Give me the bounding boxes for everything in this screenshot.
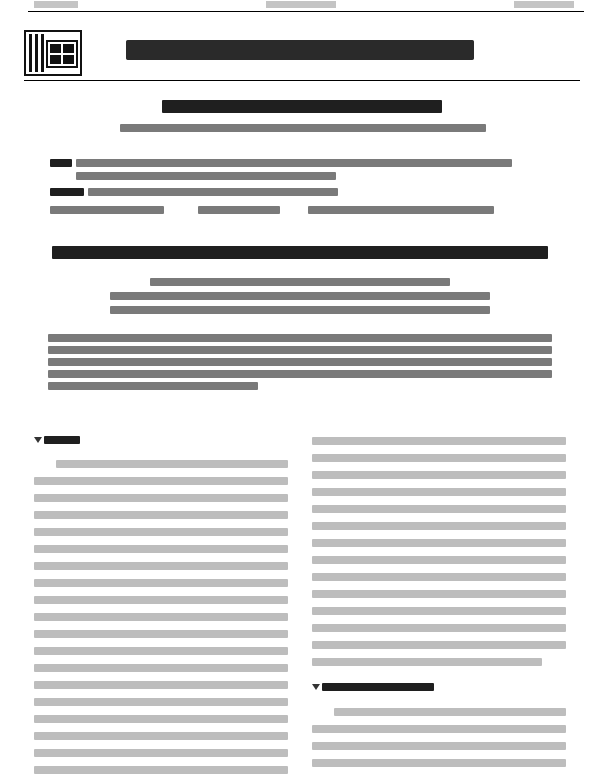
section-marker-icon	[34, 437, 42, 443]
running-header-left	[34, 1, 78, 8]
journal-logo	[24, 30, 82, 76]
running-header	[28, 0, 584, 12]
section-marker-icon-2	[312, 684, 320, 690]
running-header-right	[514, 1, 574, 8]
running-header-center	[266, 1, 336, 8]
header-rule	[24, 80, 580, 81]
